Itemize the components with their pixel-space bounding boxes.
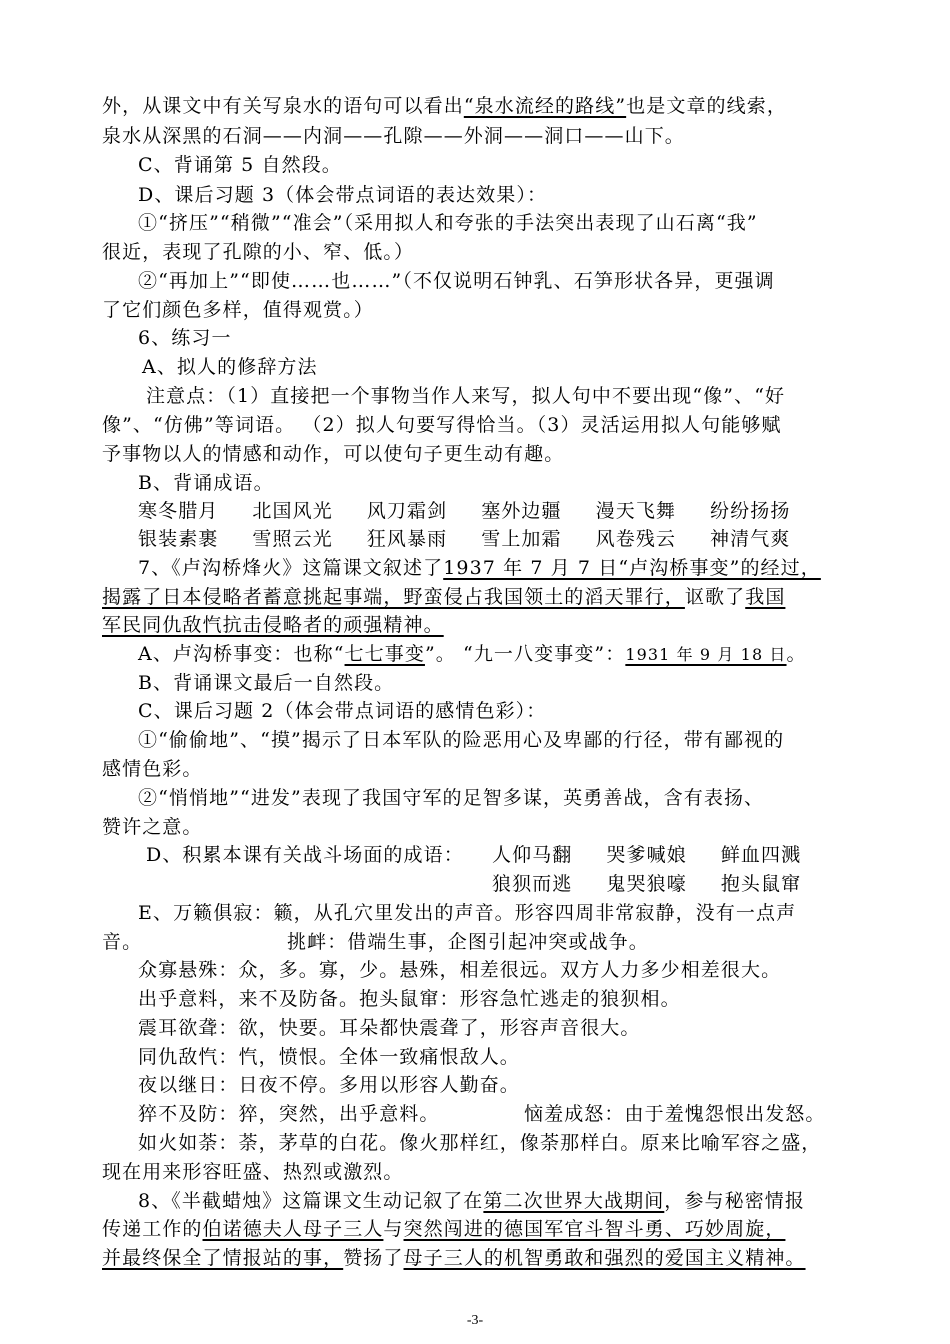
section-heading (138, 1189, 805, 1213)
text-line: 众寡悬殊：众，多。寡，少。悬殊，相差很远。双方人力多少相差很大。 (138, 959, 782, 981)
text-line: 如火如荼：荼，茅草的白花。像火那样红，像荼那样白。原来比喻军容之盛， (138, 1132, 822, 1154)
idiom: 鬼哭狼嚎 (606, 873, 687, 895)
text-line: 感情色彩。 (102, 758, 203, 780)
text-line (102, 930, 142, 954)
idiom: 抱头鼠窜 (720, 873, 802, 895)
text-span: ”。 “九一八变事变”： (424, 643, 626, 665)
text-line: 夜以继日：日夜不停。多用以形容人勤奋。 (138, 1074, 520, 1096)
idiom: 神清气爽 (710, 528, 791, 550)
text-line: 泉水从深黑的石洞——内洞——孔隙——外洞——洞口——山下。 (102, 125, 685, 147)
text-span: 讴歌了 (684, 586, 746, 608)
text-line: B、背诵课文最后一自然段。 (138, 672, 395, 694)
text-line (138, 1102, 440, 1126)
text-span: 8、《半截蜡烛》这篇课文生动记叙了在 (138, 1190, 484, 1212)
idiom: 鲜血四溅 (720, 844, 802, 866)
text-line: D、课后习题 3（体会带点词语的表达效果）： (138, 184, 548, 206)
text-span: 7、《卢沟桥烽火》这篇课文叙述了 (138, 557, 444, 579)
text-line: ①“挤压”“稍微”“准会”（采用拟人和夸张的手法突出表现了山石离“我” (138, 212, 758, 234)
text-span: D、积累本课有关战斗场面的成语： (146, 844, 464, 866)
idiom: 狂风暴雨 (366, 528, 448, 550)
text-line: 予事物以人的情感和动作，可以使句子更生动有趣。 (102, 443, 565, 465)
idiom: 哭爹喊娘 (606, 844, 687, 866)
idiom: 漫天飞舞 (595, 500, 677, 522)
text-line: B、背诵成语。 (138, 472, 274, 494)
idiom: 雪上加霜 (481, 528, 562, 550)
text-line: A、拟人的修辞方法 (142, 356, 318, 378)
underlined-text: 我国 (745, 586, 786, 608)
underlined-text: 并最终保全了情报站的事， (102, 1247, 344, 1269)
section-heading: 6、练习一 (138, 327, 232, 349)
text-line: 赞许之意。 (102, 816, 203, 838)
section-heading (138, 556, 821, 580)
idiom: 狼狈而逃 (492, 873, 573, 895)
idiom: 寒冬腊月 (138, 500, 219, 522)
text-line: 出乎意料，来不及防备。抱头鼠窜：形容急忙逃走的狼狈相。 (138, 988, 681, 1010)
text-span: 猝不及防：猝，突然，出乎意料。 (138, 1103, 440, 1125)
underlined-text: 1937 年 7 月 7 日“卢沟桥事变”的经过， (443, 557, 821, 579)
text-line (102, 1217, 785, 1241)
idiom-row (138, 527, 824, 551)
text-line: ②“悄悄地”“进发”表现了我国守军的足智多谋，英勇善战，含有表扬、 (138, 787, 765, 809)
idiom: 风卷残云 (595, 528, 677, 550)
text-line: ②“再加上”“即使……也……”（不仅说明石钟乳、石笋形状各异，更强调 (138, 270, 775, 292)
text-line: 同仇敌忾：忾，愤恨。全体一致痛恨敌人。 (138, 1046, 520, 1068)
idiom: 风刀霜剑 (366, 500, 448, 522)
text-line: C、课后习题 2（体会带点词语的感情色彩）： (138, 700, 547, 722)
text-span: ，参与秘密情报 (664, 1190, 805, 1212)
text-line (138, 642, 807, 667)
text-line: 很近，表现了孔隙的小、窄、低。） (102, 241, 415, 263)
text-line: 现在用来形容旺盛、热烈或激烈。 (102, 1161, 404, 1183)
text-line: 震耳欲聋：欲，快要。耳朵都快震聋了，形容声音很大。 (138, 1017, 641, 1039)
underlined-text: 军民同仇敌忾抗击侵略者的顽强精神。 (102, 614, 444, 636)
text-line: 注意点：（1）直接把一个事物当作人来写，拟人句中不要出现“像”、“好 (146, 385, 786, 407)
text-span: 与 (383, 1218, 404, 1240)
idiom-row (492, 872, 835, 896)
text-line (102, 585, 785, 609)
idiom-row (138, 499, 824, 523)
text-line: C、背诵第 5 自然段。 (138, 154, 342, 176)
text-span: 挑衅：借端生事，企图引起冲突或战争。 (287, 931, 649, 953)
text-span: 恼羞成怒：由于羞愧怨恨出发怒。 (524, 1103, 826, 1125)
text-line (102, 94, 787, 118)
idiom: 雪照云光 (252, 528, 333, 550)
underlined-text: 母子三人的机智勇敢和强烈的爱国主义精神。 (403, 1247, 806, 1269)
text-line: ①“偷偷地”、“摸”揭示了日本军队的险恶用心及卑鄙的行径，带有鄙视的 (138, 729, 785, 751)
underlined-text: 突然闯进的德国军官斗智斗勇、巧妙周旋， (403, 1218, 786, 1240)
idiom: 银装素裹 (138, 528, 219, 550)
text-span: 也是文章的线索， (626, 95, 787, 117)
text-line (524, 1102, 826, 1126)
text-span: A、卢沟桥事变：也称“ (138, 643, 345, 665)
text-line (102, 613, 444, 637)
text-line: 了它们颜色多样，值得观赏。） (102, 299, 374, 321)
text-line: E、万籁俱寂：籁，从孔穴里发出的声音。形容四周非常寂静，没有一点声 (138, 902, 797, 924)
text-span: 外，从课文中有关写泉水的语句可以看出 (102, 95, 464, 117)
text-span: 赞扬了 (343, 1247, 404, 1269)
text-span: 。 (786, 643, 807, 665)
text-span: 传递工作的 (102, 1218, 203, 1240)
text-span: 音。 (102, 931, 143, 953)
idiom: 塞外边疆 (481, 500, 562, 522)
idiom: 北国风光 (252, 500, 333, 522)
underlined-text: 七七事变 (344, 643, 425, 665)
page-number: -3- (466, 1313, 484, 1328)
underlined-text: “泉水流经的路线” (463, 95, 627, 117)
text-line (102, 1246, 806, 1270)
text-line (287, 930, 649, 954)
idiom: 人仰马翻 (492, 844, 573, 866)
text-line: 像”、“仿佛”等词语。 （2）拟人句要写得恰当。（3）灵活运用拟人句能够赋 (102, 414, 782, 436)
idiom-row (492, 843, 835, 867)
underlined-text: 揭露了日本侵略者蓄意挑起事端，野蛮侵占我国领土的滔天罪行， (102, 586, 685, 608)
underlined-text: 伯诺德夫人母子三人 (202, 1218, 384, 1240)
text-line (146, 843, 464, 867)
underlined-date: 1931 年 9 月 18 日 (625, 645, 787, 664)
underlined-text: 第二次世界大战期间 (483, 1190, 665, 1212)
idiom: 纷纷扬扬 (710, 500, 791, 522)
